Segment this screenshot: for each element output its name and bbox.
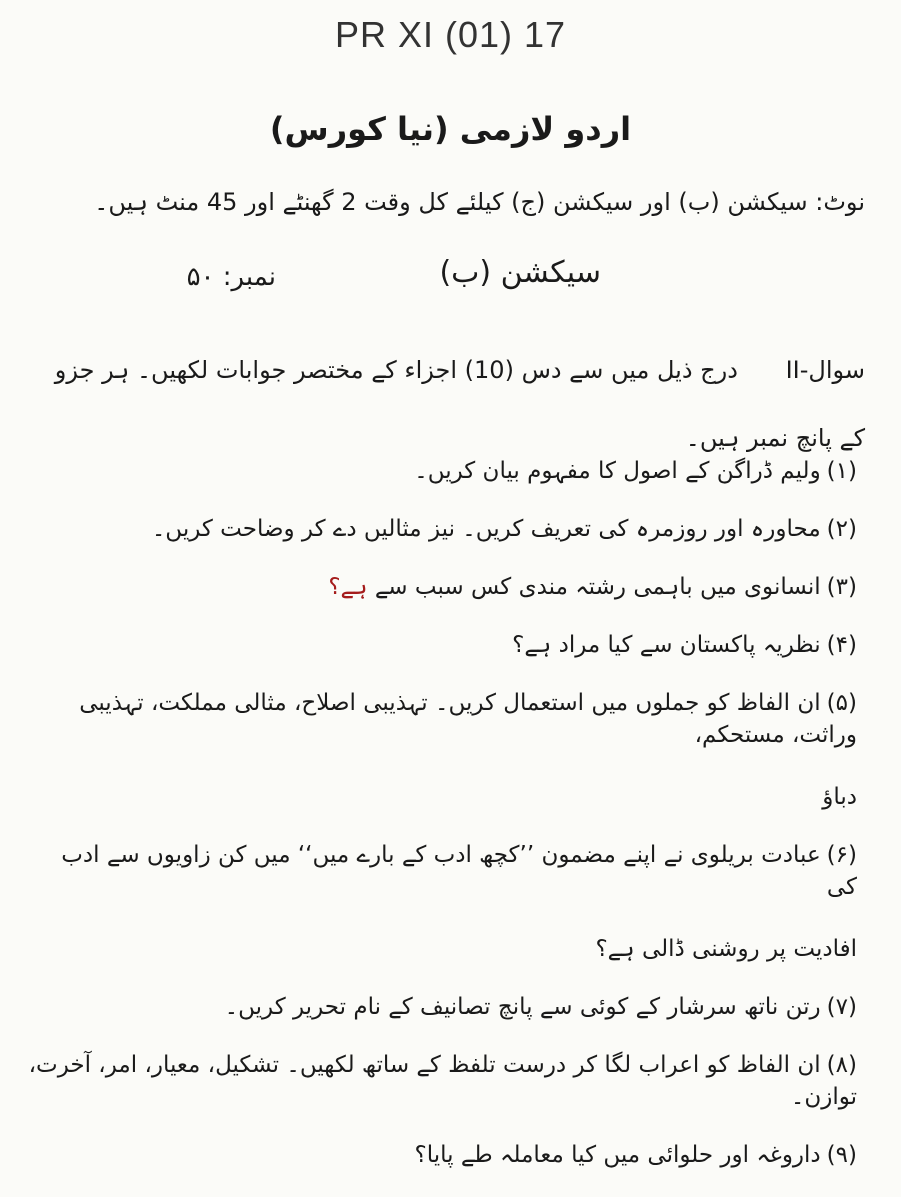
part-text: ان الفاظ کو جملوں میں استعمال کریں۔ تہذیبی اصلاح، مثالی مملکت، تہذیبی وراثت، مستحکم، <box>79 690 857 748</box>
part-text: ولیم ڈراگن کے اصول کا مفہوم بیان کریں۔ <box>414 458 821 484</box>
part-number: (۸) <box>826 1052 857 1078</box>
part-number: (۴) <box>826 632 857 658</box>
part-1 <box>27 455 857 487</box>
part-text-continued: افادیت پر روشنی ڈالی ہے؟ <box>595 936 857 962</box>
time-note: نوٹ: سیکشن (ب) اور سیکشن (ج) کیلئے کل وقت 2 گھنٹے اور 45 منٹ ہیں۔ <box>94 188 865 216</box>
part-number: (۷) <box>826 994 857 1020</box>
section-marks: نمبر: ۵۰ <box>186 262 276 292</box>
part-9 <box>27 1139 857 1171</box>
part-number: (۶) <box>826 842 857 868</box>
part-text: رتن ناتھ سرشار کے کوئی سے پانچ تصانیف کے نام تحریر کریں۔ <box>224 994 821 1020</box>
section-title: سیکشن (ب) <box>439 255 601 290</box>
part-text-annotation: ہے؟ <box>328 574 368 600</box>
question-parts <box>27 455 857 1197</box>
question-heading <box>25 336 865 472</box>
question-number: سوال-II <box>785 356 865 384</box>
question-instruction: درج ذیل میں سے دس (10) اجزاء کے مختصر جوابات لکھیں۔ ہر جزو کے پانچ نمبر ہیں۔ <box>54 356 865 452</box>
part-text: عبادت بریلوی نے اپنے مضمون ’’کچھ ادب کے بارے میں‘‘ میں کن زاویوں سے ادب کی <box>61 842 857 900</box>
part-7 <box>27 991 857 1023</box>
part-3 <box>27 571 857 603</box>
part-number: (۲) <box>826 516 857 542</box>
part-number: (۹) <box>826 1142 857 1168</box>
part-number: (۱) <box>826 458 857 484</box>
part-2 <box>27 513 857 545</box>
part-number: (۵) <box>826 690 857 716</box>
part-text: نظریہ پاکستان سے کیا مراد ہے؟ <box>512 632 821 658</box>
part-5 <box>27 687 857 813</box>
part-6 <box>27 839 857 965</box>
part-text: ان الفاظ کو اعراب لگا کر درست تلفظ کے ساتھ لکھیں۔ تشکیل، معیار، امر، آخرت، توازن۔ <box>28 1052 857 1110</box>
part-number: (۳) <box>826 574 857 600</box>
part-text-continued: دباؤ <box>822 784 857 810</box>
paper-title: اردو لازمی (نیا کورس) <box>269 110 632 148</box>
part-text: محاورہ اور روزمرہ کی تعریف کریں۔ نیز مثالیں دے کر وضاحت کریں۔ <box>151 516 821 542</box>
part-text: داروغہ اور حلوائی میں کیا معاملہ طے پایا؟ <box>414 1142 821 1168</box>
part-text: انسانوی میں باہمی رشتہ مندی کس سبب سے <box>374 574 821 600</box>
part-8 <box>27 1049 857 1113</box>
paper-code: PR XI (01) 17 <box>334 14 567 55</box>
part-4 <box>27 629 857 661</box>
